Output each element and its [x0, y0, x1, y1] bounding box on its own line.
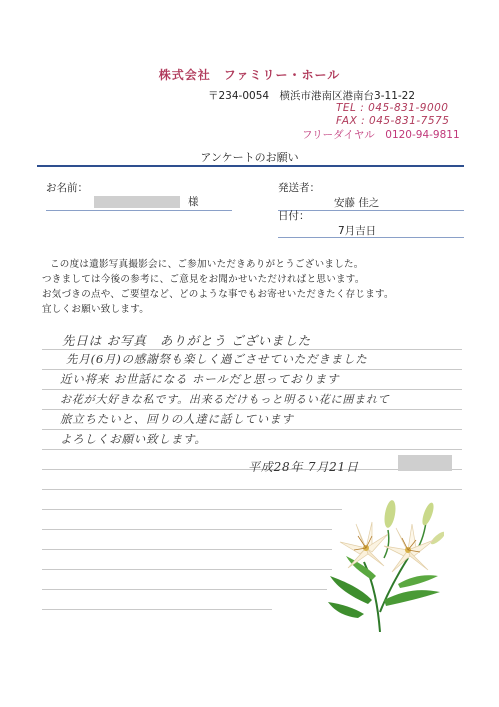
handwritten-date: 平成28年 7月21日	[248, 460, 359, 474]
message-line-2: つきましては今後の参考に、ご意見をお聞かせいただければと思います。	[42, 274, 365, 285]
lily-flower-icon	[328, 492, 444, 632]
company-fax: FAX : 045-831-7575	[336, 115, 450, 127]
date-underline	[278, 237, 464, 238]
sender-name: 安藤 佳之	[334, 197, 380, 209]
signature-redaction	[398, 455, 452, 471]
name-underline	[46, 210, 232, 211]
writing-line	[42, 609, 272, 610]
company-tel: TEL : 045-831-9000	[336, 102, 449, 114]
writing-line	[42, 409, 462, 410]
date-value: 7月吉日	[338, 225, 377, 237]
writing-line	[42, 589, 327, 590]
message-line-1: この度は遺影写真撮影会に、ご参加いただきありがとうございました。	[50, 259, 364, 270]
name-redaction	[94, 196, 180, 208]
writing-line	[42, 429, 462, 430]
writing-line	[42, 489, 462, 490]
message-line-3: お気づきの点や、ご要望など、どのような事でもお寄せいただきたく存じます。	[42, 289, 394, 300]
sender-label: 発送者：	[278, 182, 320, 194]
company-freedial: フリーダイヤル 0120-94-9811	[302, 129, 460, 141]
writing-line	[42, 369, 462, 370]
writing-line	[42, 389, 462, 390]
writing-line	[42, 449, 462, 450]
company-name: 株式会社 ファミリー・ホール	[158, 68, 341, 82]
writing-line	[42, 549, 332, 550]
handwritten-line-3: 近い将来 お世話になる ホールだと思っております	[60, 372, 340, 386]
handwritten-line-4: お花が大好きな私です。出来るだけもっと明るい花に囲まれて	[60, 393, 390, 406]
writing-line	[42, 569, 332, 570]
message-line-4: 宜しくお願い致します。	[42, 304, 150, 315]
writing-line	[42, 349, 462, 350]
date-label: 日付：	[278, 210, 310, 222]
writing-line	[42, 509, 342, 510]
page-title: アンケートのお願い	[200, 151, 299, 164]
handwritten-line-5: 旅立ちたいと、回りの人達に話しています	[60, 412, 294, 426]
title-divider	[37, 165, 464, 167]
honorific: 様	[188, 196, 199, 208]
company-address: 〒234-0054 横浜市港南区港南台3-11-22	[208, 90, 416, 102]
handwritten-line-2: 先月(6月)の感謝祭も楽しく過ごさせていただきました	[66, 352, 368, 366]
handwritten-line-1: 先日は お写真 ありがとう ございました	[62, 333, 311, 348]
handwritten-line-6: よろしくお願い致します。	[60, 432, 207, 446]
name-label: お名前：	[46, 182, 88, 194]
writing-line	[42, 529, 332, 530]
